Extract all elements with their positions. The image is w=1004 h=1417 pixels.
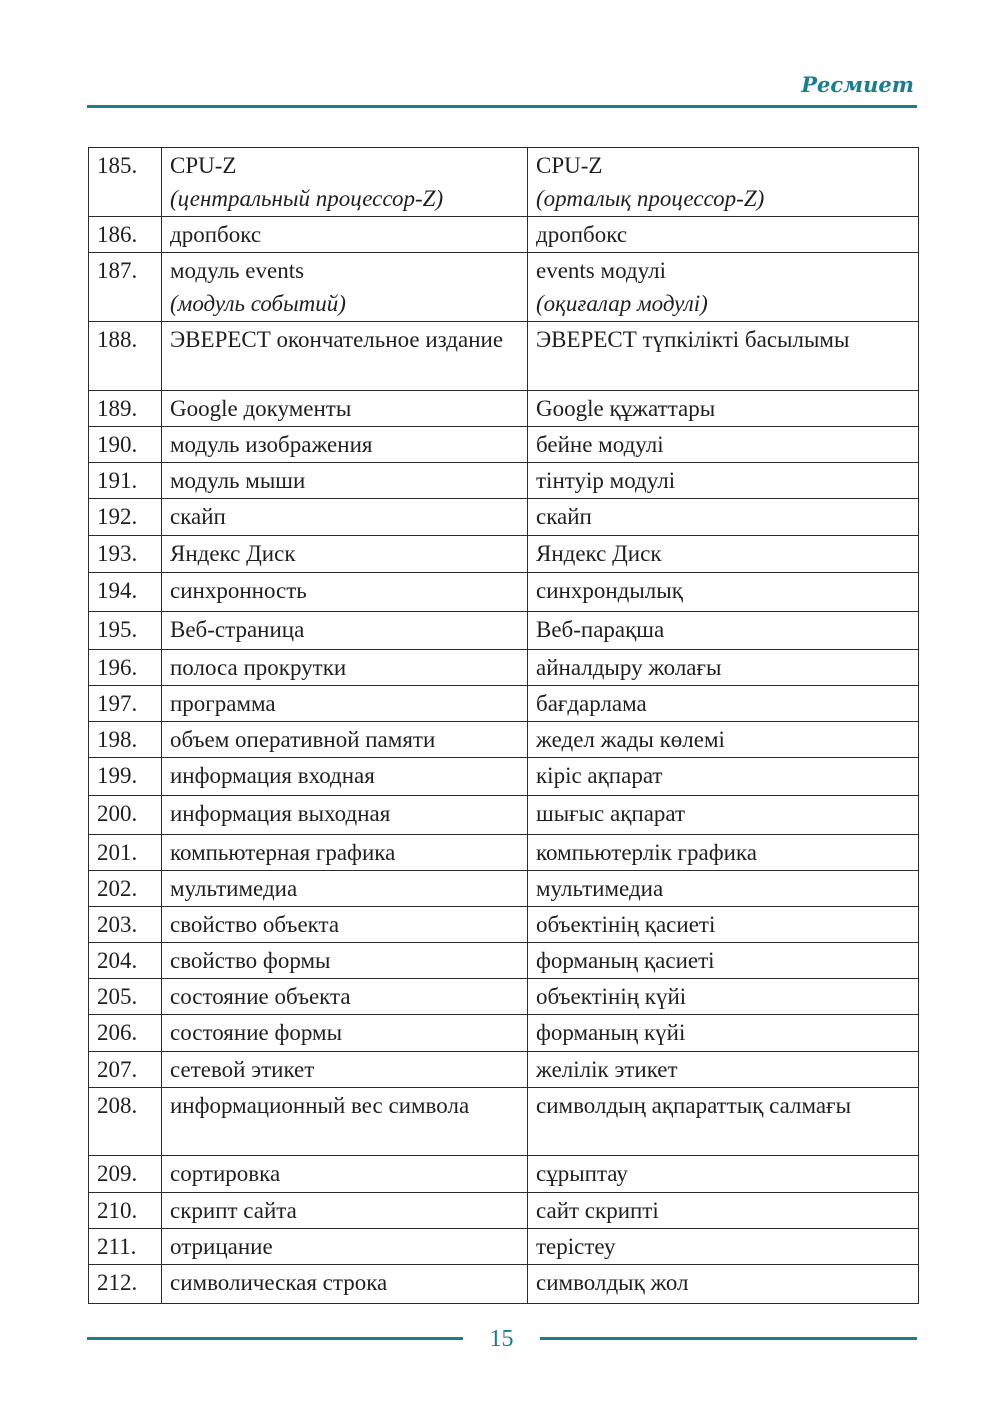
term-russian: состояние объекта	[162, 979, 528, 1015]
table-row	[89, 217, 919, 253]
term-kazakh-note: (оқиғалар модулі)	[536, 291, 708, 316]
term-number: 187.	[89, 253, 162, 322]
table-row	[89, 1015, 919, 1052]
term-kazakh: events модулі	[536, 258, 666, 283]
term-russian-note: (центральный процессор-Z)	[170, 186, 444, 211]
term-number: 198.	[89, 722, 162, 758]
term-number: 199.	[89, 758, 162, 796]
term-russian: информация входная	[162, 758, 528, 796]
table-row	[89, 835, 919, 871]
term-kazakh: бағдарлама	[528, 686, 919, 722]
table-row	[89, 148, 919, 217]
term-kazakh: скайп	[528, 499, 919, 536]
term-russian: отрицание	[162, 1229, 528, 1265]
term-kazakh: ЭВЕРЕСТ түпкілікті басылымы	[528, 322, 919, 391]
table-row	[89, 253, 919, 322]
term-number: 195.	[89, 612, 162, 650]
term-russian: мультимедиа	[162, 871, 528, 907]
table-row	[89, 536, 919, 573]
term-kazakh: форманың күйі	[528, 1015, 919, 1052]
term-kazakh-note: (орталық процессор-Z)	[536, 186, 765, 211]
table-row	[89, 686, 919, 722]
term-russian: скайп	[162, 499, 528, 536]
page-number: 15	[489, 1326, 514, 1352]
term-kazakh: мультимедиа	[528, 871, 919, 907]
table-row	[89, 758, 919, 796]
term-kazakh: терістеу	[528, 1229, 919, 1265]
term-number: 189.	[89, 391, 162, 427]
term-number: 201.	[89, 835, 162, 871]
table-row	[89, 1156, 919, 1193]
term-kazakh: айналдыру жолағы	[528, 650, 919, 686]
term-number: 205.	[89, 979, 162, 1015]
term-number: 186.	[89, 217, 162, 253]
table-row	[89, 1265, 919, 1304]
term-kazakh: жедел жады көлемі	[528, 722, 919, 758]
term-kazakh-cell	[528, 253, 919, 322]
term-number: 196.	[89, 650, 162, 686]
terms-table-body	[89, 148, 919, 1304]
table-row	[89, 871, 919, 907]
term-number: 208.	[89, 1088, 162, 1156]
term-number: 210.	[89, 1193, 162, 1229]
term-number: 202.	[89, 871, 162, 907]
term-kazakh-cell	[528, 148, 919, 217]
table-row	[89, 650, 919, 686]
term-russian: Google документы	[162, 391, 528, 427]
term-russian: ЭВЕРЕСТ окончательное издание	[162, 322, 528, 391]
term-number: 185.	[89, 148, 162, 217]
term-kazakh: компьютерлік графика	[528, 835, 919, 871]
table-row	[89, 499, 919, 536]
term-number: 194.	[89, 573, 162, 612]
term-russian: модуль мыши	[162, 463, 528, 499]
term-number: 207.	[89, 1052, 162, 1088]
term-kazakh: CPU-Z	[536, 153, 603, 178]
term-kazakh: форманың қасиеті	[528, 943, 919, 979]
term-kazakh: дропбокс	[528, 217, 919, 253]
term-russian: синхронность	[162, 573, 528, 612]
term-russian: скрипт сайта	[162, 1193, 528, 1229]
term-kazakh: шығыс ақпарат	[528, 796, 919, 835]
header-rule	[87, 105, 917, 108]
table-row	[89, 612, 919, 650]
term-russian: дропбокс	[162, 217, 528, 253]
term-kazakh: сұрыптау	[528, 1156, 919, 1193]
term-russian: объем оперативной памяти	[162, 722, 528, 758]
term-russian: Веб-страница	[162, 612, 528, 650]
term-number: 200.	[89, 796, 162, 835]
term-kazakh: объектінің күйі	[528, 979, 919, 1015]
term-number: 203.	[89, 907, 162, 943]
term-number: 204.	[89, 943, 162, 979]
term-russian: модуль изображения	[162, 427, 528, 463]
term-kazakh: символдық жол	[528, 1265, 919, 1304]
term-russian: свойство формы	[162, 943, 528, 979]
footer-rule-right	[540, 1337, 917, 1340]
term-russian: CPU-Z	[170, 153, 237, 178]
table-row	[89, 943, 919, 979]
term-kazakh: тінтуір модулі	[528, 463, 919, 499]
term-russian: свойство объекта	[162, 907, 528, 943]
term-russian-cell	[162, 253, 528, 322]
term-russian: полоса прокрутки	[162, 650, 528, 686]
table-row	[89, 722, 919, 758]
term-number: 188.	[89, 322, 162, 391]
term-number: 212.	[89, 1265, 162, 1304]
table-row	[89, 427, 919, 463]
term-russian: компьютерная графика	[162, 835, 528, 871]
table-row	[89, 796, 919, 835]
term-russian: Яндекс Диск	[162, 536, 528, 573]
term-kazakh: Google құжаттары	[528, 391, 919, 427]
term-kazakh: бейне модулі	[528, 427, 919, 463]
term-russian: модуль events	[170, 258, 305, 283]
term-russian: состояние формы	[162, 1015, 528, 1052]
term-russian: информационный вес символа	[162, 1088, 528, 1156]
term-kazakh: Веб-парақша	[528, 612, 919, 650]
running-header-title: Ресмиет	[801, 72, 914, 97]
term-number: 206.	[89, 1015, 162, 1052]
term-kazakh: желілік этикет	[528, 1052, 919, 1088]
table-row	[89, 1052, 919, 1088]
term-russian: символическая строка	[162, 1265, 528, 1304]
table-row	[89, 573, 919, 612]
table-row	[89, 1193, 919, 1229]
term-number: 197.	[89, 686, 162, 722]
term-number: 190.	[89, 427, 162, 463]
terms-table	[88, 147, 919, 1304]
table-row	[89, 391, 919, 427]
term-number: 209.	[89, 1156, 162, 1193]
term-russian-note: (модуль событий)	[170, 291, 346, 316]
term-number: 192.	[89, 499, 162, 536]
term-kazakh: объектінің қасиеті	[528, 907, 919, 943]
term-number: 211.	[89, 1229, 162, 1265]
table-row	[89, 907, 919, 943]
term-russian: информация выходная	[162, 796, 528, 835]
table-row	[89, 979, 919, 1015]
term-russian: сетевой этикет	[162, 1052, 528, 1088]
term-kazakh: Яндекс Диск	[528, 536, 919, 573]
term-russian: сортировка	[162, 1156, 528, 1193]
footer-rule-left	[87, 1337, 463, 1340]
term-russian-cell	[162, 148, 528, 217]
term-number: 191.	[89, 463, 162, 499]
term-kazakh: символдың ақпараттық салмағы	[528, 1088, 919, 1156]
table-row	[89, 1229, 919, 1265]
term-kazakh: кіріс ақпарат	[528, 758, 919, 796]
table-row	[89, 463, 919, 499]
term-kazakh: синхрондылық	[528, 573, 919, 612]
term-kazakh: сайт скрипті	[528, 1193, 919, 1229]
table-row	[89, 322, 919, 391]
term-russian: программа	[162, 686, 528, 722]
term-number: 193.	[89, 536, 162, 573]
table-row	[89, 1088, 919, 1156]
